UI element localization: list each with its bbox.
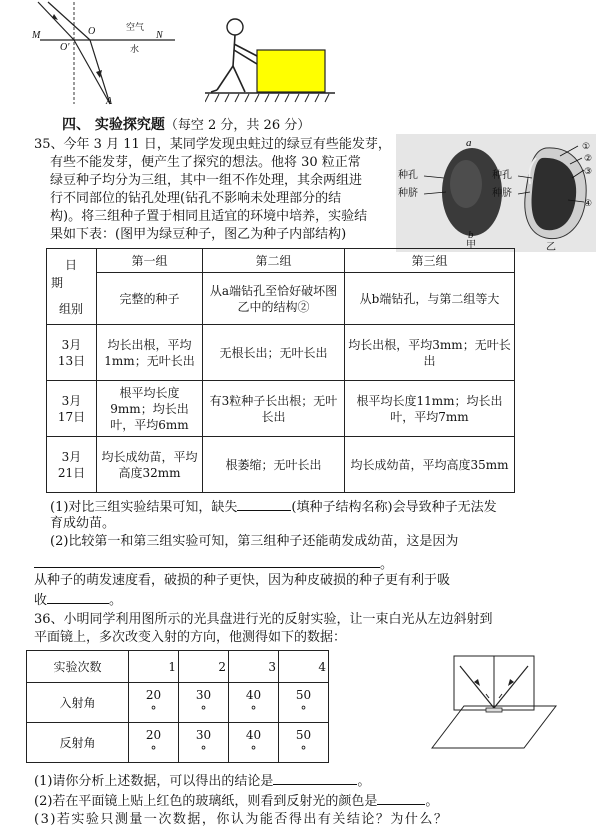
q35-line-6: 果如下表：(图甲为绿豆种子，图乙为种子内部结构) — [50, 227, 347, 242]
reflection-data-table — [26, 650, 329, 763]
label-a: A — [106, 96, 113, 107]
result-cell: 无根长出；无叶长出 — [203, 325, 345, 381]
result-cell: 均长出根，平均1mm；无叶长出 — [97, 325, 203, 381]
q35-line-5: 构)。将三组种子置于相同且适宜的环境中培养，实验结 — [50, 209, 368, 224]
yi-n1: ① — [582, 142, 591, 152]
seed-figure — [396, 134, 596, 252]
angle-cell: 20 ° — [129, 683, 179, 723]
treatment-2: 从a端钻孔至恰好破坏图乙中的结构② — [203, 273, 345, 325]
result-cell: 有3粒种子长出根；无叶长出 — [203, 381, 345, 437]
result-cell: 根平均长度9mm；均长出叶，平均6mm — [97, 381, 203, 437]
yi-hole-label: 种孔 — [492, 170, 512, 181]
label-o-prime: O' — [60, 42, 70, 53]
result-cell: 均长成幼苗，平均高度35mm — [345, 437, 515, 493]
q35-sub1-line1: (1)对比三组实验结果可知，缺失 (填种子结构名称)会导致种子无法发 — [50, 500, 497, 515]
angle-cell: 40 ° — [229, 683, 279, 723]
header-group-label: 组别 — [59, 301, 84, 316]
q35-line-1: 35、今年 3 月 11 日，某同学发现虫蛀过的绿豆有些能发芽， — [34, 137, 391, 152]
treatment-3: 从b端钻孔，与第二组等大 — [345, 273, 515, 325]
trial-cell: 2 — [179, 651, 229, 683]
table-row — [47, 437, 515, 493]
angle-cell: 20 ° — [129, 723, 179, 763]
q36-sub2: (2)若在平面镜上贴上红色的玻璃纸，则看到反射光的颜色是 。 — [34, 794, 439, 809]
group-1-header: 第一组 — [97, 249, 203, 273]
jia-hole-label: 种孔 — [398, 170, 418, 181]
angle-cell: 50 ° — [279, 723, 329, 763]
q35-line-2: 有些不能发芽，便产生了探究的想法。他将 30 粒正常 — [50, 155, 361, 170]
yi-n2: ② — [584, 154, 593, 164]
q36-line-2: 平面镜上，多次改变入射的方向，他测得如下的数据： — [34, 630, 347, 645]
answer-blank[interactable] — [34, 555, 380, 568]
result-cell: 根萎缩；无叶长出 — [203, 437, 345, 493]
row-label-incident: 入射角 — [27, 683, 129, 723]
angle-cell: 40 ° — [229, 723, 279, 763]
date-cell: 3月 13日 — [47, 325, 97, 381]
yi-n4: ④ — [584, 199, 593, 209]
header-date-2: 期 — [51, 275, 64, 290]
result-cell: 均长出根，平均3mm；无叶长出 — [345, 325, 515, 381]
jia-b-label: b — [468, 229, 474, 241]
q36-line-1: 36、小明同学利用图所示的光具盘进行光的反射实验，让一束白光从左边斜射到 — [34, 612, 493, 627]
label-air: 空气 — [126, 23, 145, 33]
answer-blank[interactable] — [273, 772, 357, 785]
seed-results-table — [46, 248, 515, 493]
row-label-reflected: 反射角 — [27, 723, 129, 763]
angle-cell: 30 ° — [179, 683, 229, 723]
table-row — [27, 651, 329, 683]
q35-sub1-line2: 育成幼苗。 — [50, 516, 116, 531]
jia-caption: 甲 — [466, 240, 476, 251]
refraction-figure — [30, 0, 180, 108]
jia-hilum-label: 种脐 — [398, 188, 418, 199]
answer-blank[interactable] — [237, 498, 291, 511]
label-m: M — [32, 30, 41, 41]
q35-sub3-line1: 从种子的萌发速度看，破损的种子更快，因为种皮破损的种子更有利于吸 — [34, 573, 451, 588]
label-o: O — [88, 26, 96, 37]
label-n: N — [156, 30, 163, 41]
row-label-trials: 实验次数 — [27, 651, 129, 683]
yi-caption: 乙 — [546, 242, 556, 252]
yi-hilum-label: 种脐 — [492, 188, 512, 199]
reflection-apparatus-figure — [430, 650, 558, 752]
q36-sub1: (1)请你分析上述数据，可以得出的结论是 。 — [34, 774, 371, 789]
treatment-1: 完整的种子 — [97, 273, 203, 325]
result-cell: 根平均长度11mm；均长出叶，平均7mm — [345, 381, 515, 437]
q35-sub2-line1: (2)比较第一和第三组实验可知，第三组种子还能萌发成幼苗，这是因为 — [50, 534, 459, 549]
table-row — [27, 723, 329, 763]
table-row — [27, 683, 329, 723]
section-heading — [62, 117, 310, 134]
trial-cell: 4 — [279, 651, 329, 683]
answer-blank[interactable] — [47, 591, 109, 604]
yi-n3: ③ — [584, 167, 593, 177]
angle-cell: 30 ° — [179, 723, 229, 763]
group-2-header: 第二组 — [203, 249, 345, 273]
header-date-1: 日 — [65, 257, 78, 272]
header-date-group — [47, 249, 97, 325]
q35-line-3: 绿豆种子均分为三组，其中一组不作处理，其余两组进 — [50, 173, 363, 188]
date-cell: 3月 21日 — [47, 437, 97, 493]
q36-sub3: (3)若实验只测量一次数据，你认为能否得出有关结论？为什么？ — [34, 812, 449, 827]
table-row — [47, 325, 515, 381]
answer-blank[interactable] — [377, 792, 425, 805]
date-cell: 3月 17日 — [47, 381, 97, 437]
table-row — [47, 381, 515, 437]
result-cell: 均长成幼苗，平均高度32mm — [97, 437, 203, 493]
trial-cell: 3 — [229, 651, 279, 683]
label-water: 水 — [130, 45, 140, 55]
q35-sub2-line2: 。 — [34, 555, 393, 573]
trial-cell: 1 — [129, 651, 179, 683]
q35-sub3-line2: 收 。 — [34, 593, 123, 608]
section-title: 四、 实验探究题 — [62, 117, 165, 133]
pushing-box-figure — [205, 14, 340, 112]
jia-a-label: a — [466, 137, 472, 149]
angle-cell: 50 ° — [279, 683, 329, 723]
section-score: （每空 2 分，共 26 分） — [164, 118, 311, 133]
q35-line-4: 行不同部位的钻孔处理(钻孔不影响未处理部分的结 — [50, 191, 342, 206]
group-3-header: 第三组 — [345, 249, 515, 273]
